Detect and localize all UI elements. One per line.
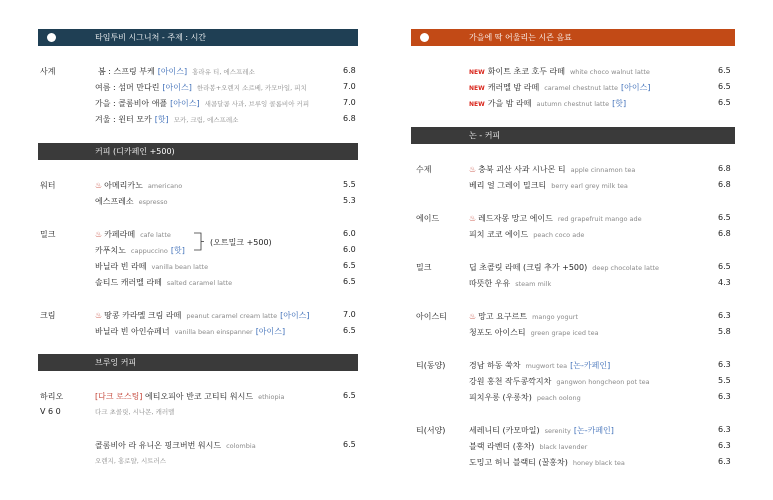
oolong-tea-price: 6.3 [718, 392, 731, 401]
dark-roast-tag: [다크 로스팅] [95, 392, 143, 401]
bullet-dot-icon [420, 33, 429, 42]
brewing-header-bar [38, 354, 358, 371]
item-en: honey black tea [572, 459, 625, 467]
item-name: 가을 : 콜롬비아 애플 [95, 99, 168, 108]
item-desc: 홍라유 티, 에스프레소 [192, 68, 255, 76]
item-en: serenity [544, 427, 571, 435]
v60-category: V 6 0 [40, 407, 61, 416]
item-name: 카푸치노 [95, 246, 126, 255]
item-tag: [핫] [170, 246, 185, 255]
hot-drink-icon: ♨ [469, 214, 477, 223]
item-desc: 한라봉+오렌지 소르베, 카모마일, 피치 [196, 84, 307, 92]
einspanner-price: 6.5 [343, 326, 356, 335]
season-item [469, 82, 650, 93]
salted-caramel-item [95, 277, 232, 288]
gangwon-tea-item [469, 376, 650, 387]
season-header-title: 가을에 딱 어울리는 시즌 음료 [469, 33, 572, 42]
oat-milk-note: (오트밀크 +500) [210, 238, 272, 247]
season-price: 6.5 [718, 98, 731, 107]
item-tag: [핫] [154, 115, 169, 124]
item-name: 솔티드 캐러멜 라떼 [95, 278, 162, 287]
item-tag: [아이스] [157, 67, 188, 76]
item-en: americano [147, 182, 183, 190]
salted-caramel-price: 6.5 [343, 277, 356, 286]
item-name: 망고 요구르트 [478, 312, 528, 321]
bullet-dot-icon [47, 33, 56, 42]
coffee-header-bar [38, 143, 358, 160]
brewing-header-title: 브루잉 커피 [95, 358, 137, 367]
item-name: 강원 홍천 작두콩깍지차 [469, 377, 552, 386]
item-name: 피치 코코 에이드 [469, 230, 529, 239]
item-en: mugwort tea [525, 362, 568, 370]
peach-ade-item [469, 229, 584, 240]
grape-tea-price: 5.8 [718, 327, 731, 336]
grape-tea-item [469, 327, 599, 338]
oolong-tea-item [469, 392, 581, 403]
season-header-bar [411, 29, 735, 46]
steam-milk-item [469, 278, 551, 289]
item-en: salted caramel latte [166, 279, 233, 287]
item-name: 도밍고 허니 블랙티 (꿀홍차) [469, 458, 568, 467]
item-name: 콜롬비아 라 유니온 핑크버번 워시드 [95, 441, 222, 450]
western-tea-category: 티(서양) [416, 426, 446, 435]
item-price: 7.0 [343, 98, 356, 107]
item-name: 충북 괴산 사과 시나몬 티 [478, 165, 566, 174]
ethiopia-price: 6.5 [343, 391, 356, 400]
berry-tea-item [469, 180, 628, 191]
item-en: peach coco ade [533, 231, 585, 239]
item-en: green grape iced tea [530, 329, 599, 337]
item-name: 화이트 초코 호두 라떼 [487, 67, 565, 76]
item-name: 아메리카노 [104, 181, 143, 190]
item-name: 바닐라 빈 라떼 [95, 262, 147, 271]
item-en: cafe latte [140, 231, 171, 239]
mango-yogurt-price: 6.3 [718, 311, 731, 320]
honey-tea-price: 6.3 [718, 457, 731, 466]
item-name: 땅콩 카라멜 크림 라떼 [104, 311, 182, 320]
item-en: berry earl grey milk tea [551, 182, 628, 190]
item-en: caramel chestnut latte [544, 84, 619, 92]
lavender-tea-item [469, 441, 587, 452]
item-name: 블랙 라벤더 (홍차) [469, 442, 535, 451]
item-name: 카페라떼 [104, 230, 136, 239]
hot-drink-icon: ♨ [95, 311, 103, 320]
season-price: 6.5 [718, 66, 731, 75]
chocolate-latte-price: 6.5 [718, 262, 731, 271]
apple-tea-price: 6.8 [718, 164, 731, 173]
item-name: 가을 밤 라떼 [487, 99, 532, 108]
item-en: steam milk [515, 280, 552, 288]
item-en: vanilla bean einspanner [174, 328, 253, 336]
item-en: deep chocolate latte [592, 264, 660, 272]
item-desc: 모카, 크림, 에스프레소 [173, 116, 239, 124]
latte-price: 6.0 [343, 229, 356, 238]
chocolate-latte-item [469, 262, 659, 273]
signature-header-bar [38, 29, 358, 46]
cappuccino-price: 6.0 [343, 245, 356, 254]
colombia-item [95, 440, 256, 451]
signature-category: 사계 [40, 67, 56, 76]
noncoffee-header-title: 논 - 커피 [469, 131, 501, 140]
water-category: 워터 [40, 181, 56, 190]
item-price: 7.0 [343, 82, 356, 91]
handmade-category: 수제 [416, 165, 432, 174]
espresso-item [95, 196, 167, 207]
colombia-price: 6.5 [343, 440, 356, 449]
item-tag: [핫] [612, 99, 627, 108]
item-name: 캐러멜 밤 라떼 [487, 83, 540, 92]
item-name: 봄 : 스프링 부케 [98, 67, 155, 76]
item-en: cappuccino [130, 247, 168, 255]
oat-bracket [193, 232, 205, 252]
milk-category: 밀크 [40, 230, 56, 239]
serenity-tea-price: 6.3 [718, 425, 731, 434]
hot-drink-icon: ♨ [95, 181, 103, 190]
item-en: peanut caramel cream latte [186, 312, 278, 320]
item-name: 여름 : 섬머 만다린 [95, 83, 160, 92]
new-badge: NEW [469, 69, 485, 76]
eastern-tea-category: 티(동양) [416, 361, 446, 370]
hot-drink-icon: ♨ [469, 165, 477, 174]
item-tag: [아이스] [255, 327, 286, 336]
hot-drink-icon: ♨ [469, 312, 477, 321]
item-price: 6.8 [343, 114, 356, 123]
cream-category: 크림 [40, 311, 56, 320]
item-en: ethiopia [258, 393, 285, 401]
serenity-tea-item [469, 425, 614, 436]
mugwort-tea-item [469, 360, 610, 371]
item-en: apple cinnamon tea [570, 166, 636, 174]
steam-milk-price: 4.3 [718, 278, 731, 287]
ethiopia-desc: 다크 초콜릿, 시나몬, 캐러멜 [95, 408, 175, 416]
item-price: 6.8 [343, 66, 356, 75]
item-name: 경남 하동 쑥차 [469, 361, 521, 370]
item-desc: 새콤달콤 사과, 브루잉 콜롬비아 커피 [204, 100, 310, 108]
peanut-latte-item [95, 310, 310, 321]
item-en: black lavender [539, 443, 588, 451]
item-name: 겨울 : 윈터 모카 [95, 115, 152, 124]
item-name: 세레니티 (카모마일) [469, 426, 540, 435]
americano-price: 5.5 [343, 180, 356, 189]
einspanner-item [95, 326, 285, 337]
new-badge: NEW [469, 85, 485, 92]
coffee-header-title: 커피 (디카페인 +500) [95, 147, 175, 156]
cappuccino-item [95, 245, 185, 256]
hario-category: 하리오 [40, 392, 64, 401]
season-price: 6.5 [718, 82, 731, 91]
item-name: 청포도 아이스티 [469, 328, 526, 337]
mugwort-tea-price: 6.3 [718, 360, 731, 369]
item-name: 따뜻한 우유 [469, 279, 511, 288]
vanilla-latte-item [95, 261, 208, 272]
item-en: colombia [226, 442, 256, 450]
gangwon-tea-price: 5.5 [718, 376, 731, 385]
item-tag: [아이스] [621, 83, 651, 92]
item-en: vanilla bean latte [151, 263, 209, 271]
item-en: red grapefruit mango ade [557, 215, 642, 223]
item-name: 에스프레소 [95, 197, 134, 206]
item-en: espresso [138, 198, 168, 206]
berry-tea-price: 6.8 [718, 180, 731, 189]
peanut-latte-price: 7.0 [343, 310, 356, 319]
item-tag: [논-카페인] [570, 361, 611, 370]
season-item [469, 98, 626, 109]
ethiopia-item [95, 391, 284, 402]
hot-drink-icon: ♨ [95, 230, 103, 239]
item-name: 에티오피아 반코 고티티 워시드 [144, 392, 254, 401]
item-tag: [아이스] [162, 83, 192, 92]
new-badge: NEW [469, 101, 485, 108]
grapefruit-ade-price: 6.5 [718, 213, 731, 222]
espresso-price: 5.3 [343, 196, 356, 205]
lavender-tea-price: 6.3 [718, 441, 731, 450]
item-name: 베리 얼 그레이 밀크티 [469, 181, 547, 190]
item-en: mango yogurt [532, 313, 578, 321]
apple-tea-item [469, 164, 635, 175]
icedtea-category: 아이스티 [416, 312, 447, 321]
ade-category: 에이드 [416, 214, 440, 223]
item-tag: [아이스] [170, 99, 200, 108]
item-en: peach oolong [536, 394, 581, 402]
item-name: 딥 초콜릿 라떼 (크림 추가 +500) [469, 263, 588, 272]
colombia-desc: 오렌지, 홍로얄, 시트러스 [95, 457, 167, 465]
americano-item [95, 180, 182, 191]
noncoffee-header-bar [411, 127, 735, 144]
item-name: 피치우롱 (우롱차) [469, 393, 532, 402]
season-item [469, 66, 650, 77]
honey-tea-item [469, 457, 625, 468]
vanilla-latte-price: 6.5 [343, 261, 356, 270]
grapefruit-ade-item [469, 213, 642, 224]
item-en: autumn chestnut latte [536, 100, 610, 108]
item-name: 레드자몽 망고 에이드 [478, 214, 553, 223]
mango-yogurt-item [469, 311, 578, 322]
item-tag: [논-카페인] [573, 426, 614, 435]
milk-category-right: 밀크 [416, 263, 432, 272]
item-en: gangwon hongcheon pot tea [556, 378, 650, 386]
item-tag: [아이스] [280, 311, 310, 320]
peach-ade-price: 6.8 [718, 229, 731, 238]
item-en: white choco walnut latte [569, 68, 650, 76]
item-name: 바닐라 빈 아인슈페너 [95, 327, 170, 336]
latte-item [95, 229, 171, 240]
signature-header-title: 타임투비 시그니처 - 주제 : 시간 [95, 33, 207, 42]
